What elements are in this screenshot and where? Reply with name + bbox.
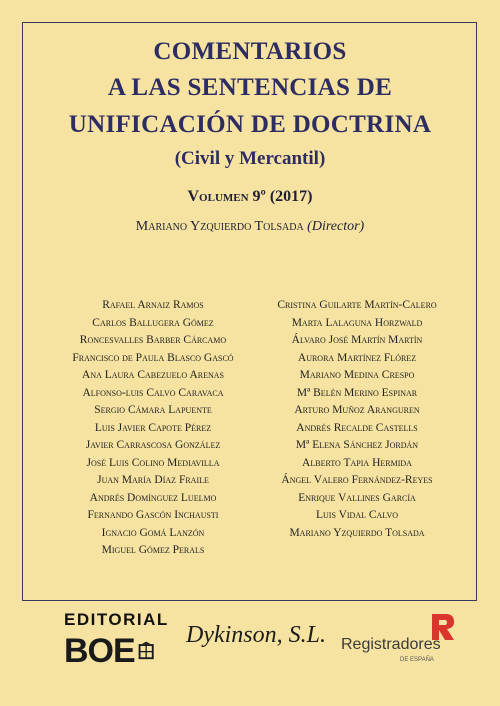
author-left-14: Ignacio Gomá Lanzón: [101, 526, 205, 539]
author-right-6: Mª Belén Merino Espinar: [296, 386, 418, 399]
editorial-boe-logo: [64, 610, 169, 670]
coat-of-arms-icon: [138, 636, 154, 666]
author-right-13: Luis Vidal Calvo: [315, 509, 399, 521]
author-right-3: Álvaro José Martín Martín: [291, 334, 423, 346]
author-left-4: Francisco de Paula Blasco Gascó: [72, 351, 234, 364]
author-right-9: Mª Elena Sánchez Jordán: [295, 439, 419, 451]
registradores-wordmark: Registradores: [341, 636, 441, 653]
author-left-15: Miguel Gómez Perals: [101, 544, 205, 556]
author-left-11: Juan María Díaz Fraile: [97, 474, 209, 486]
author-right-8: Andrés Recalde Castells: [296, 421, 418, 434]
author-right-7: Arturo Muñoz Aranguren: [294, 404, 420, 416]
boe-letters: BOE: [64, 632, 135, 670]
author-left-8: Luis Javier Capote Pérez: [94, 421, 212, 434]
title-line-3: UNIFICACIÓN DE DOCTRINA: [68, 111, 432, 138]
title-line-1: COMENTARIOS: [153, 38, 347, 65]
director-line: [0, 219, 500, 235]
author-left-6: Alfonso-luis Calvo Caravaca: [82, 386, 224, 399]
author-left-1: Rafael Arnaiz Ramos: [102, 299, 204, 311]
author-right-1: Cristina Guilarte Martín-Calero: [277, 299, 437, 311]
title-line-2: A LAS SENTENCIAS DE: [107, 74, 393, 101]
author-left-2: Carlos Ballugera Gómez: [92, 316, 214, 329]
registradores-logo: [338, 612, 458, 668]
author-left-13: Fernando Gascón Inchausti: [87, 509, 219, 521]
authors-right-column: [252, 297, 462, 542]
author-left-10: José Luis Colino Mediavilla: [86, 456, 220, 469]
author-right-5: Mariano Medina Crespo: [299, 369, 415, 381]
author-right-10: Alberto Tapia Hermida: [302, 456, 412, 469]
boe-editorial-label: EDITORIAL: [64, 610, 169, 629]
subtitle: (Civil y Mercantil): [174, 148, 326, 169]
author-left-7: Sergio Cámara Lapuente: [94, 404, 212, 416]
authors-left-column: [48, 297, 258, 560]
author-left-12: Andrés Domínguez Luelmo: [89, 491, 217, 504]
director-role: (Director): [307, 219, 365, 234]
author-left-5: Ana Laura Cabezuelo Arenas: [82, 369, 224, 381]
author-right-14: Mariano Yzquierdo Tolsada: [289, 526, 425, 539]
author-right-2: Marta Lalaguna Horzwald: [291, 316, 423, 329]
author-right-11: Ángel Valero Fernández-Reyes: [281, 474, 433, 486]
dykinson-logo: Dykinson, S.L.: [186, 622, 326, 648]
author-left-9: Javier Carrascosa González: [85, 439, 221, 451]
registradores-subtitle: DE ESPAÑA: [400, 657, 434, 663]
volume-label: Volumen 9º (2017): [187, 188, 313, 205]
author-right-4: Aurora Martínez Flórez: [297, 351, 417, 364]
director-name: Mariano Yzquierdo Tolsada: [135, 219, 304, 234]
author-left-3: Roncesvalles Barber Cárcamo: [79, 334, 227, 346]
author-right-12: Enrique Vallines García: [298, 491, 416, 504]
